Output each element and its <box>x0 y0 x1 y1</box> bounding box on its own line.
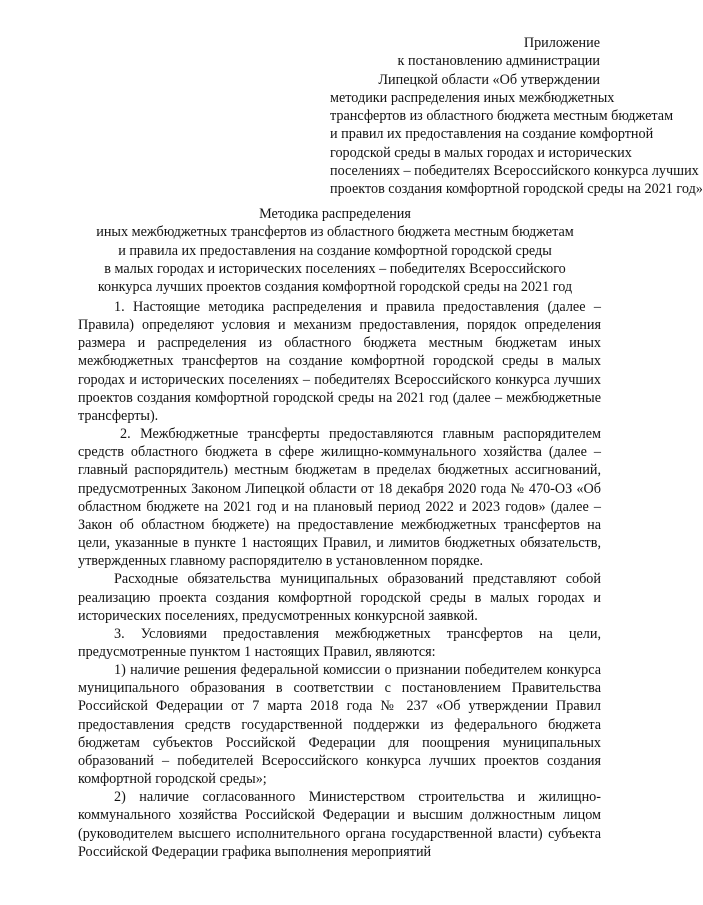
title-line: иных межбюджетных трансфертов из областного бюджета местным бюджетам <box>96 224 574 241</box>
title-line: Методика распределения <box>259 206 411 222</box>
title-line: конкурса лучших проектов создания комфортной городской среды на 2021 год <box>97 279 573 296</box>
paragraph-3: 3. Условиями предоставления межбюджетных трансфертов на цели, предусмотренные пунктом 1 настоящих Правил, являются: <box>78 625 601 660</box>
document-title <box>70 205 600 296</box>
annex-line: к постановлению администрации <box>397 53 600 70</box>
annex-line: методики распределения иных межбюджетных <box>330 89 615 106</box>
paragraph-1: 1. Настоящие методика распределения и правила предоставления (далее – Правила) определяют условия и механизм предоставления, порядок определения размера и распределения из областного бюджета местным бюджетам иных межбюджетных трансфертов на создание комфортной городской среды в малых городах и исторических поселениях – победителях Всероссийского конкурса лучших проектов создания комфортной городской среды на 2021 год (далее – межбюджетные трансферты). <box>78 299 601 424</box>
paragraph-expenditure: Расходные обязательства муниципальных образований представляют собой реализацию проекта создания комфортной городской среды в малых городах и исторических поселениях, предусмотренных конкурсной заявкой. <box>78 571 601 624</box>
title-line: и правила их предоставления на создание комфортной городской среды <box>118 242 552 259</box>
paragraph-condition-1: 1) наличие решения федеральной комиссии о признании победителем конкурса муниципального образования в соответствии с постановлением Правительства Российской Федерации от 7 марта 2018 года № 237 «Об утверждении Правил предоставления средств государственной поддержки из федерального бюджета бюджетам субъектов Российской Федерации для поощрения муниципальных образований – победителей Всероссийского конкурса лучших проектов создания комфортной городской среды»; <box>78 662 601 788</box>
annex-line: проектов создания комфортной городской среды на 2021 год» <box>330 181 703 198</box>
annex-line: Приложение <box>523 35 600 51</box>
annex-line: и правил их предоставления на создание комфортной <box>330 126 654 143</box>
annex-line: городской среды в малых городах и исторических <box>330 144 632 161</box>
annex-line: поселениях – победителях Всероссийского конкурса лучших <box>330 163 699 180</box>
document-body <box>78 298 601 861</box>
annex-header <box>330 34 703 199</box>
annex-line: трансфертов из областного бюджета местным бюджетам <box>330 108 674 125</box>
paragraph-condition-2: 2) наличие согласованного Министерством строительства и жилищно-коммунального хозяйства Российской Федерации и высшим должностным лицом (руководителем высшего исполнительного органа государственной власти) субъекта Российской Федерации графика выполнения мероприятий <box>78 789 601 860</box>
title-line: в малых городах и исторических поселениях – победителях Всероссийского <box>104 260 566 277</box>
annex-line: Липецкой области «Об утверждении <box>378 71 600 88</box>
paragraph-2: 2. Межбюджетные трансферты предоставляются главным распорядителем средств областного бюджета в сфере жилищно-коммунального хозяйства (далее – главный распорядитель) местным бюджетам в пределах бюджетных ассигнований, предусмотренных Законом Липецкой области от 18 декабря 2020 года № 470-ОЗ «Об областном бюджете на 2021 год и на плановый период 2022 и 2023 годов» (далее – Закон об областном бюджете) на предоставление межбюджетных трансфертов на цели, указанные в пункте 1 настоящих Правил, и лимитов бюджетных обязательств, утвержденных главному распорядителю в установленном порядке. <box>78 426 601 570</box>
